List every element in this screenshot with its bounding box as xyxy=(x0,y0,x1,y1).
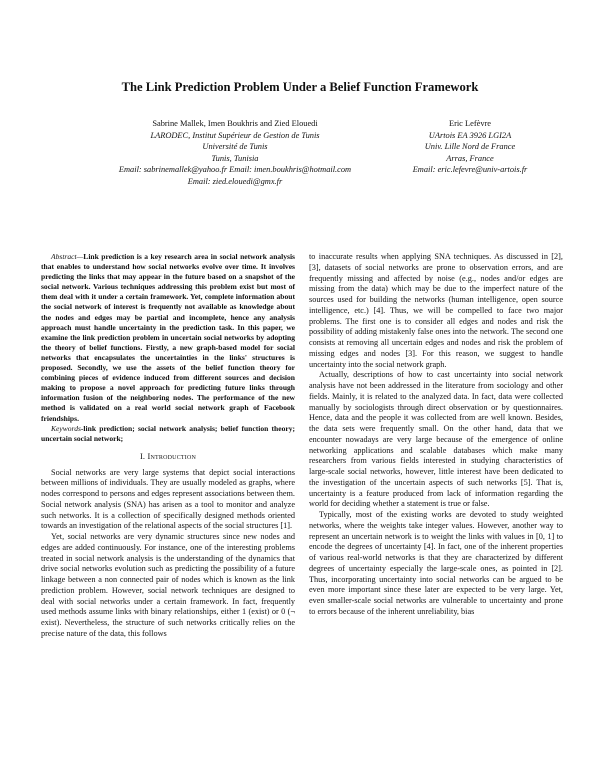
author-block-right xyxy=(370,118,570,176)
left-column xyxy=(41,252,295,640)
keywords-text: -link prediction; social network analysis; belief function theory; uncertain social network; xyxy=(41,423,295,443)
keywords-lead: Keywords xyxy=(51,423,81,433)
author-affiliation: LARODEC, Institut Supérieur de Gestion de Tunis xyxy=(150,130,320,140)
author-affiliation: UArtois EA 3926 LGI2A xyxy=(428,130,512,140)
section-heading xyxy=(41,452,295,463)
abstract-lead: Abstract— xyxy=(51,252,84,261)
author-names: Eric Lefèvre xyxy=(448,119,492,128)
body-paragraph: Yet, social networks are very dynamic structures since new nodes and edges are added continuously. For instance, one of the interesting problems treated in social network analysis is the understanding of the dynamics that drive social networks evolution such as predicting the possibility of a future linkage between a non connected pair of nodes which is known as the link prediction problem. However, social network techniques are designed to deal with social networks under a certain framework. In fact, frequently used methods assume links with binary relationships, either 1 (exist) or 0 (¬ exist). Nevertheless, the structure of such networks critically relies on the precise nature of the data, this follows xyxy=(41,532,295,638)
author-university: Université de Tunis xyxy=(202,142,268,152)
section-title: Introduction xyxy=(147,451,197,461)
section-number: I. xyxy=(139,451,146,461)
abstract xyxy=(41,252,295,424)
keywords xyxy=(41,424,295,444)
author-city: Tunis, Tunisia xyxy=(211,153,259,163)
body-paragraph: Social networks are very large systems that depict social interactions between millions of individuals. They are usually modeled as graphs, where nodes correspond to persons and edges represent associations between them. Social network analysis (SNA) has arisen as a tool to monitor and analyze such networks. It is a collection of specifically designed methods oriented towards an investigation of the relational aspects of the social structures [1]. xyxy=(41,467,295,531)
body-paragraph: Typically, most of the existing works are devoted to study weighted networks, where the weights take integer values. However, another way to represent an uncertain network is to weight the links with values in [0, 1] to encode the degrees of uncertainty [4]. In fact, one of the inherent properties of various real-world networks is that they are characterized by different degrees of uncertainty especially the large-scale ones, as pointed in [2]. Thus, incorporating uncertainty into social networks can be argued to be even more important since these later are expected to be very large. Yet, even smaller-scale social networks are vulnerable to uncertainty and prone to errors because of the inherent unreliability, bias xyxy=(309,510,563,616)
author-university: Univ. Lille Nord de France xyxy=(424,142,516,152)
abstract-text: Link prediction is a key research area in social network analysis that enables to understand how social networks evolve over time. It involves predicting the links that may appear in the future based on a snapshot of the social network. Various techniques addressing this problem exist but most of them deal with it under a certain framework. Yet, complete information about the social network of interest is frequently not available as knowledge about the nodes and edges may be partial and incomplete, hence any analysis approach must handle uncertainty in the prediction task. In this paper, we examine the link prediction problem in uncertain social networks by adopting the theory of belief functions. Firstly, a new graph-based model for social networks that encapsulates the uncertainties in the links' structures is proposed. Secondly, we use the assets of the belief function theory for combining pieces of evidence induced from different sources and decision making to propose a novel approach for predicting future links through information fusion of the neighboring nodes. The performance of the new method is validated on a real world social network graph of Facebook friendships. xyxy=(41,252,295,423)
author-email: Email: eric.lefevre@univ-artois.fr xyxy=(412,165,528,175)
author-email-2: Email: zied.elouedi@gmx.fr xyxy=(187,176,283,186)
right-column xyxy=(309,252,563,618)
body-paragraph: to inaccurate results when applying SNA techniques. As discussed in [2], [3], datasets of social networks are prone to observation errors, and are frequently missing and affected by noise (e.g., nodes and/or edges are missing from the data) which may be due to the imperfect nature of the sources used for building the networks (human intelligence, open source intelligence, etc.) [4]. Thus, we will be compelled to face two major problems. The first one is to consider all edges and nodes and risk the possibility of adding mistakenly false ones into the network. The second one consists at removing all uncertain edges and nodes and risk the problem of missing edges and nodes [3]. For this reason, we suggest to handle uncertainty into the social network graph. xyxy=(309,252,563,369)
author-emails: Email: sabrinemallek@yahoo.fr Email: imen.boukhris@hotmail.com xyxy=(118,165,352,175)
author-city: Arras, France xyxy=(446,153,494,163)
author-block-left xyxy=(60,118,410,188)
body-paragraph: Actually, descriptions of how to cast uncertainty into social network analysis have not been addressed in the literature from sociology and other fields. Mainly, it is related to the analyzed data. In fact, data were collected manually by sociologists through direct observation or by questionnaires. Hence, data and the people it was collected from are well known. Besides, the data sets were frequently small. On the other hand, data that we encounter nowadays are very large because of the emergence of online networking applications and scalable databases which make many researchers from various fields interested in studying characteristics of large-scale social networks, however, little interest have been dedicated to the investigation of the uncertain aspects of such networks [5]. That is, uncertainty is a feature produced from lack of information regarding the world for deciding whether a statement is true or false. xyxy=(309,370,563,509)
paper-title: The Link Prediction Problem Under a Belief Function Framework xyxy=(121,80,479,94)
author-names: Sabrine Mallek, Imen Boukhris and Zied Elouedi xyxy=(152,119,318,128)
